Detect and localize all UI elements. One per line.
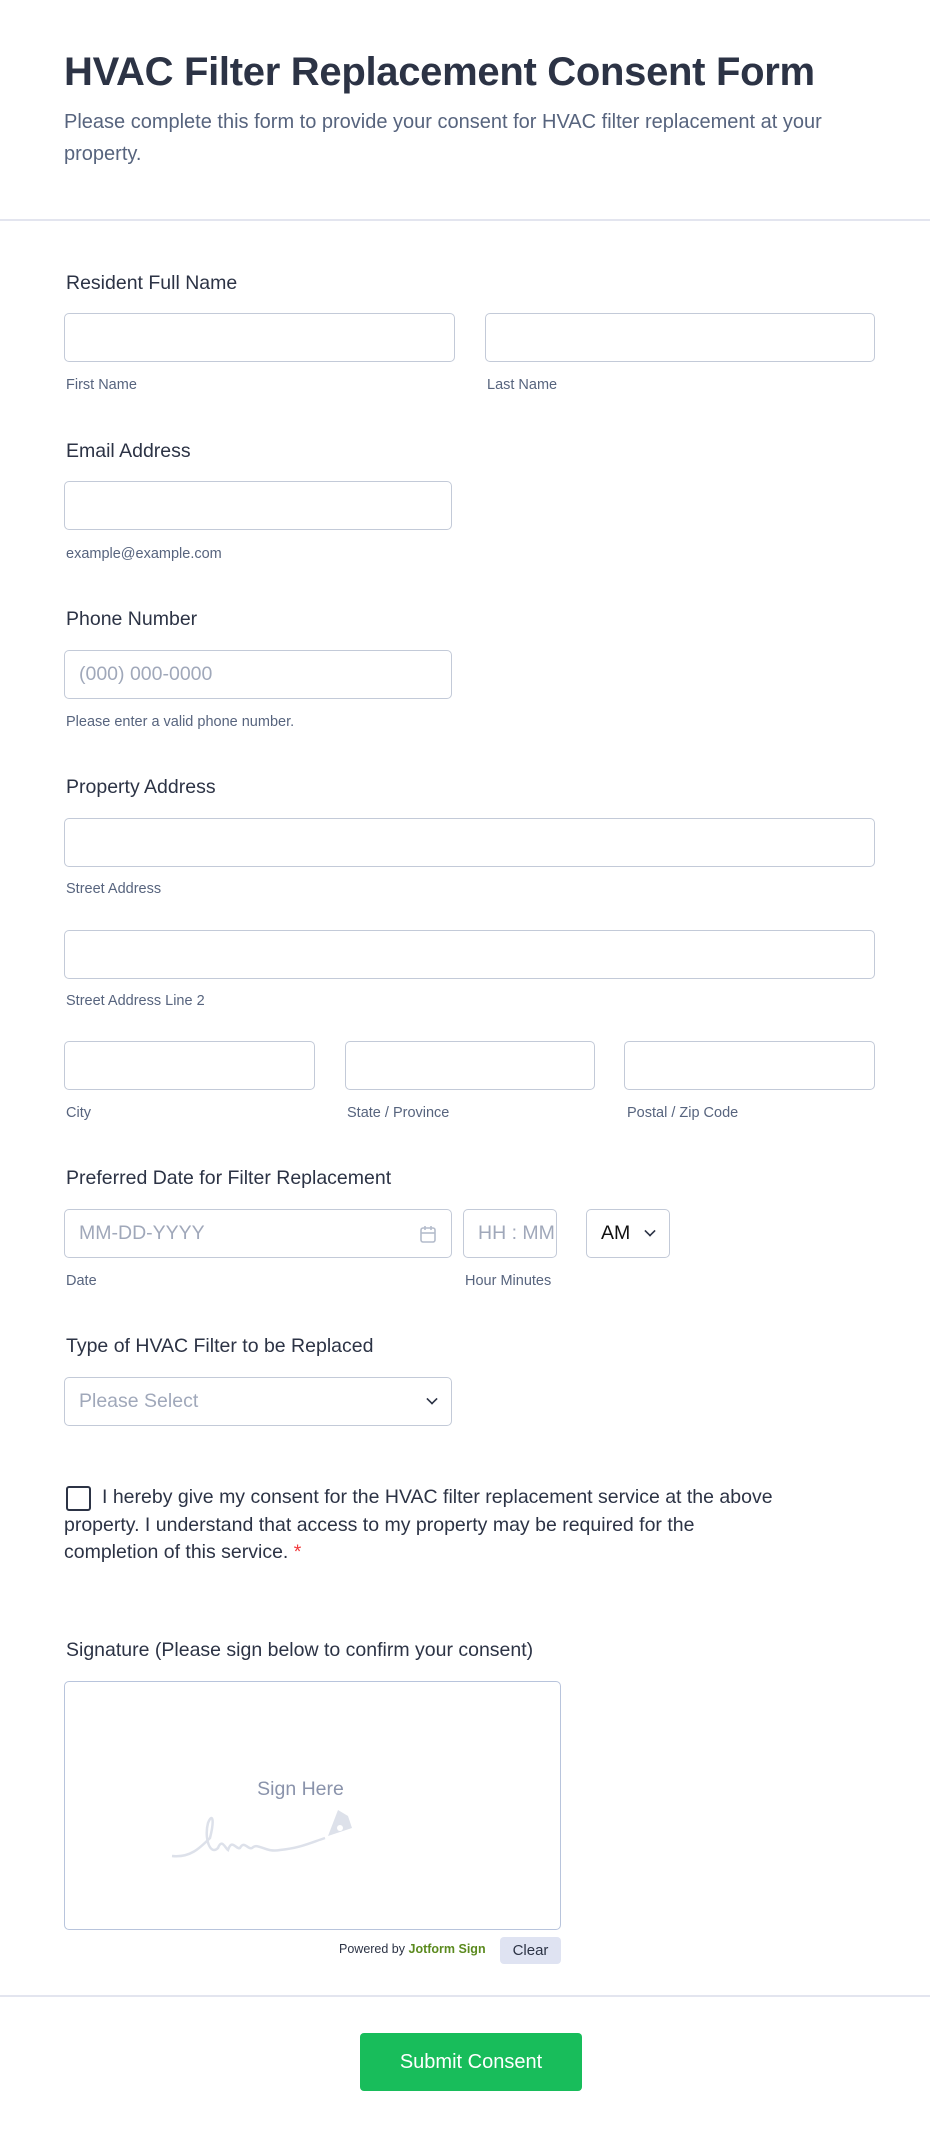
phone-label: Phone Number — [66, 608, 198, 630]
phone-sublabel: Please enter a valid phone number. — [66, 714, 295, 730]
street-input[interactable] — [64, 818, 875, 867]
calendar-icon[interactable] — [419, 1224, 437, 1244]
phone-placeholder: (000) 000-0000 — [79, 663, 213, 685]
email-label: Email Address — [66, 440, 191, 462]
street2-sublabel: Street Address Line 2 — [66, 993, 205, 1009]
clear-signature-button[interactable]: Clear — [500, 1937, 561, 1964]
time-sublabel: Hour Minutes — [465, 1273, 552, 1289]
form-title: HVAC Filter Replacement Consent Form — [64, 50, 815, 94]
zip-input[interactable] — [624, 1041, 875, 1090]
powered-by — [339, 1942, 486, 1956]
city-input[interactable] — [64, 1041, 315, 1090]
sign-here-placeholder: Sign Here — [257, 1778, 344, 1800]
street2-input[interactable] — [64, 930, 875, 979]
email-input[interactable] — [64, 481, 452, 530]
time-input[interactable] — [463, 1209, 557, 1258]
city-sublabel: City — [66, 1105, 91, 1121]
signature-label: Signature (Please sign below to confirm your consent) — [66, 1639, 534, 1661]
powered-by-text: Powered by — [339, 1942, 406, 1956]
consent-text — [64, 1484, 784, 1567]
signature-pad[interactable] — [64, 1681, 561, 1930]
date-label: Preferred Date for Filter Replacement — [66, 1167, 392, 1189]
submit-button[interactable]: Submit Consent — [360, 2033, 582, 2091]
time-placeholder: HH : MM — [478, 1222, 555, 1244]
last-name-input[interactable] — [485, 313, 875, 362]
name-label: Resident Full Name — [66, 272, 238, 294]
filter-type-placeholder: Please Select — [79, 1390, 199, 1412]
required-mark: * — [293, 1541, 302, 1563]
filter-type-select[interactable] — [64, 1377, 452, 1426]
zip-sublabel: Postal / Zip Code — [627, 1105, 739, 1121]
chevron-down-icon — [426, 1393, 437, 1404]
state-input[interactable] — [345, 1041, 595, 1090]
ampm-select[interactable] — [586, 1209, 670, 1258]
ampm-value: AM — [601, 1222, 631, 1244]
header-divider — [0, 219, 930, 221]
jotform-sign-link[interactable]: Jotform Sign — [408, 1942, 486, 1956]
consent-label: I hereby give my consent for the HVAC filter replacement service at the above property. I understand that access to my property may be required for the completion of this service. — [64, 1486, 773, 1563]
address-label: Property Address — [66, 776, 216, 798]
footer-divider — [0, 1995, 930, 1997]
date-input[interactable] — [64, 1209, 452, 1258]
first-name-sublabel: First Name — [66, 377, 137, 393]
email-sublabel: example@example.com — [66, 546, 222, 562]
chevron-down-icon — [644, 1225, 655, 1236]
last-name-sublabel: Last Name — [487, 377, 558, 393]
filter-type-label: Type of HVAC Filter to be Replaced — [66, 1335, 374, 1357]
first-name-input[interactable] — [64, 313, 455, 362]
date-sublabel: Date — [66, 1273, 97, 1289]
state-sublabel: State / Province — [347, 1105, 450, 1121]
street-sublabel: Street Address — [66, 881, 162, 897]
form-subtitle: Please complete this form to provide your consent for HVAC filter replacement at your property. — [64, 111, 822, 165]
phone-input[interactable] — [64, 650, 452, 699]
signature-pen-icon — [170, 1806, 360, 1866]
date-placeholder: MM-DD-YYYY — [79, 1222, 205, 1244]
